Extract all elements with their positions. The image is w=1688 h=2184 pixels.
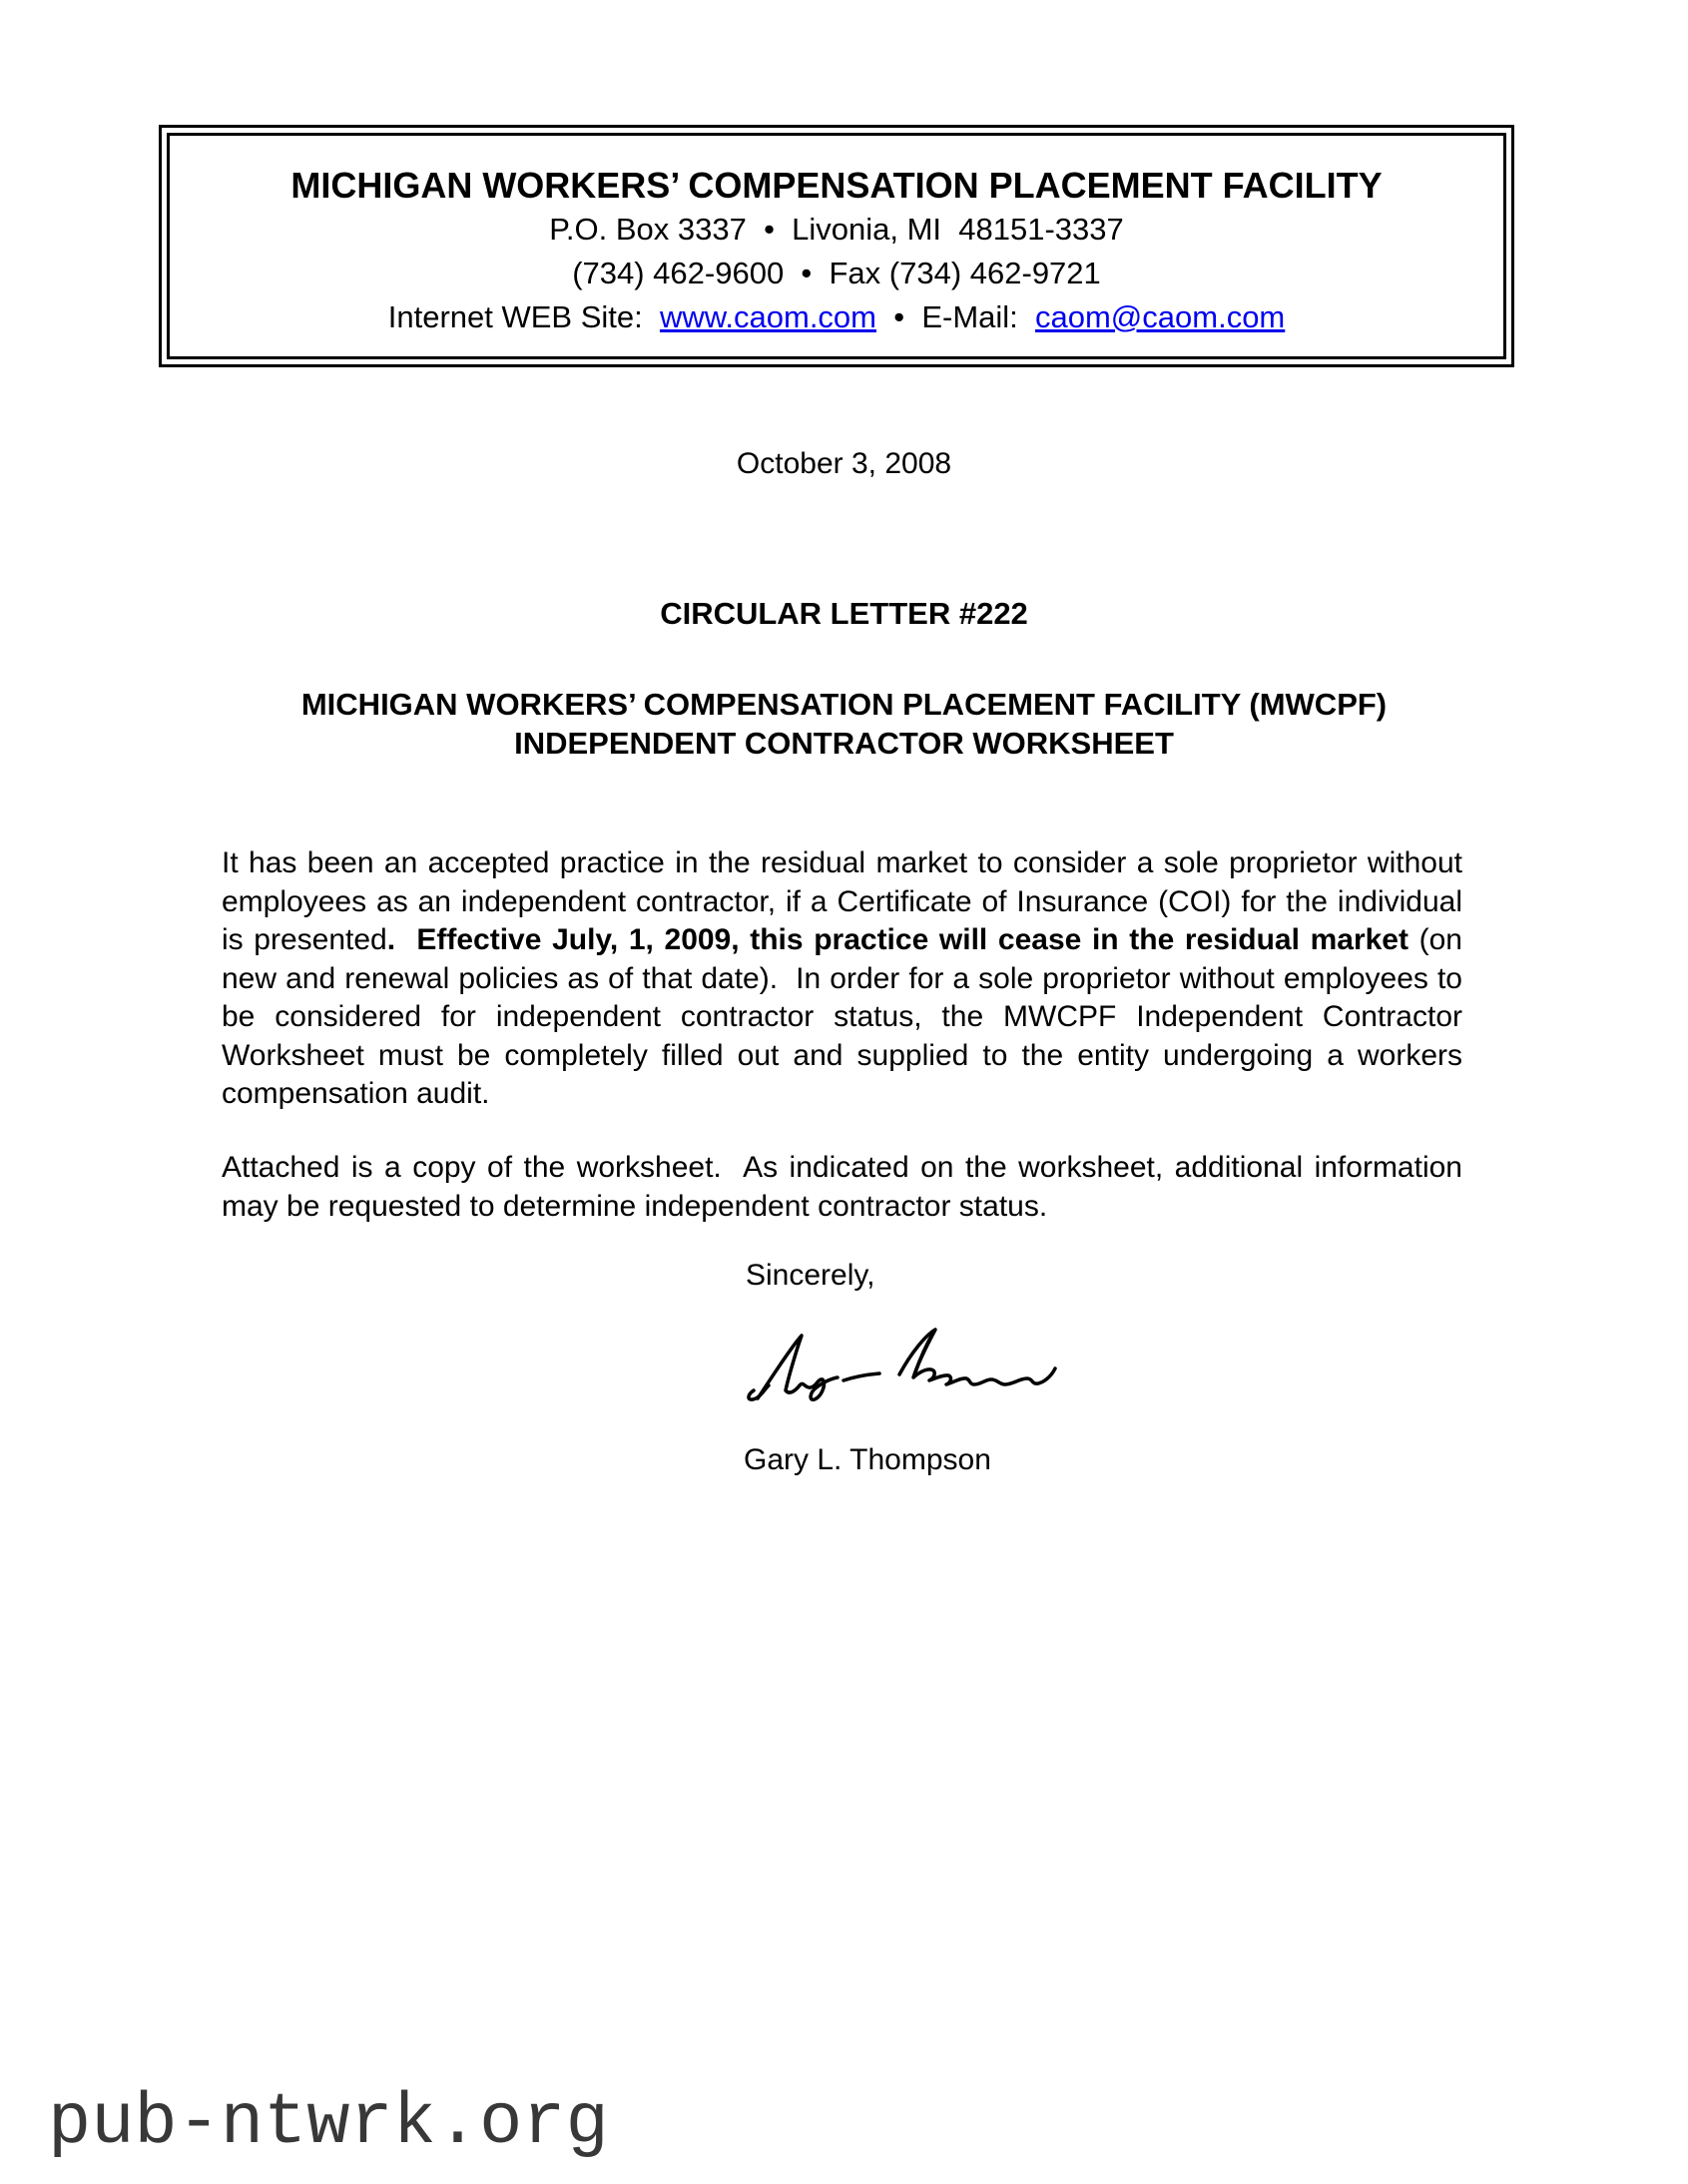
signature-image: [744, 1323, 1063, 1412]
bullet-separator: •: [876, 299, 922, 334]
letter-date: October 3, 2008: [736, 447, 952, 480]
letterhead-box-inner: [167, 133, 1506, 359]
web-site-link[interactable]: www.caom.com: [659, 299, 876, 334]
subject-heading: [0, 685, 1688, 763]
web-site-label: Internet WEB Site:: [387, 299, 660, 334]
phone-fax-line: (734) 462-9600 • Fax (734) 462-9721: [572, 256, 1101, 290]
signer-name: Gary L. Thompson: [744, 1443, 991, 1476]
paragraph1-pre-text: It has been an accepted practice in the residual market to consider a sole proprietor without employees as an independent contractor, if a Certificate of Insurance (COI) for the individual is presented: [222, 846, 1462, 956]
watermark-text: pub-ntwrk.org: [48, 2082, 609, 2164]
paragraph1-post-text: (on new and renewal policies as of that date). In order for a sole proprietor without employees to be considered for independent contractor status, the MWCPF Independent Contractor Worksheet must be completely filled out and supplied to the entity undergoing a workers compensation audit.: [222, 923, 1462, 1110]
closing-salutation: Sincerely,: [746, 1259, 875, 1292]
letterhead-box: [159, 125, 1514, 367]
web-email-line: [170, 295, 1503, 339]
subject-line-2: INDEPENDENT CONTRACTOR WORKSHEET: [514, 726, 1174, 761]
organization-title: MICHIGAN WORKERS’ COMPENSATION PLACEMENT FACILITY: [290, 165, 1383, 206]
body-paragraph-1: [222, 844, 1462, 1114]
signature-scrawl: [744, 1323, 1063, 1412]
email-label: E-Mail:: [921, 299, 1035, 334]
email-link[interactable]: caom@caom.com: [1035, 299, 1286, 334]
address-line: P.O. Box 3337 • Livonia, MI 48151-3337: [549, 212, 1124, 247]
subject-line-1: MICHIGAN WORKERS’ COMPENSATION PLACEMENT FACILITY (MWCPF): [300, 687, 1388, 722]
paragraph1-bold-text: . Effective July, 1, 2009, this practice will cease in the residual market: [386, 923, 1408, 956]
circular-letter-title: CIRCULAR LETTER #222: [660, 596, 1028, 631]
body-paragraph-2: Attached is a copy of the worksheet. As indicated on the worksheet, additional information may be requested to determine independent contractor status.: [222, 1151, 1462, 1223]
